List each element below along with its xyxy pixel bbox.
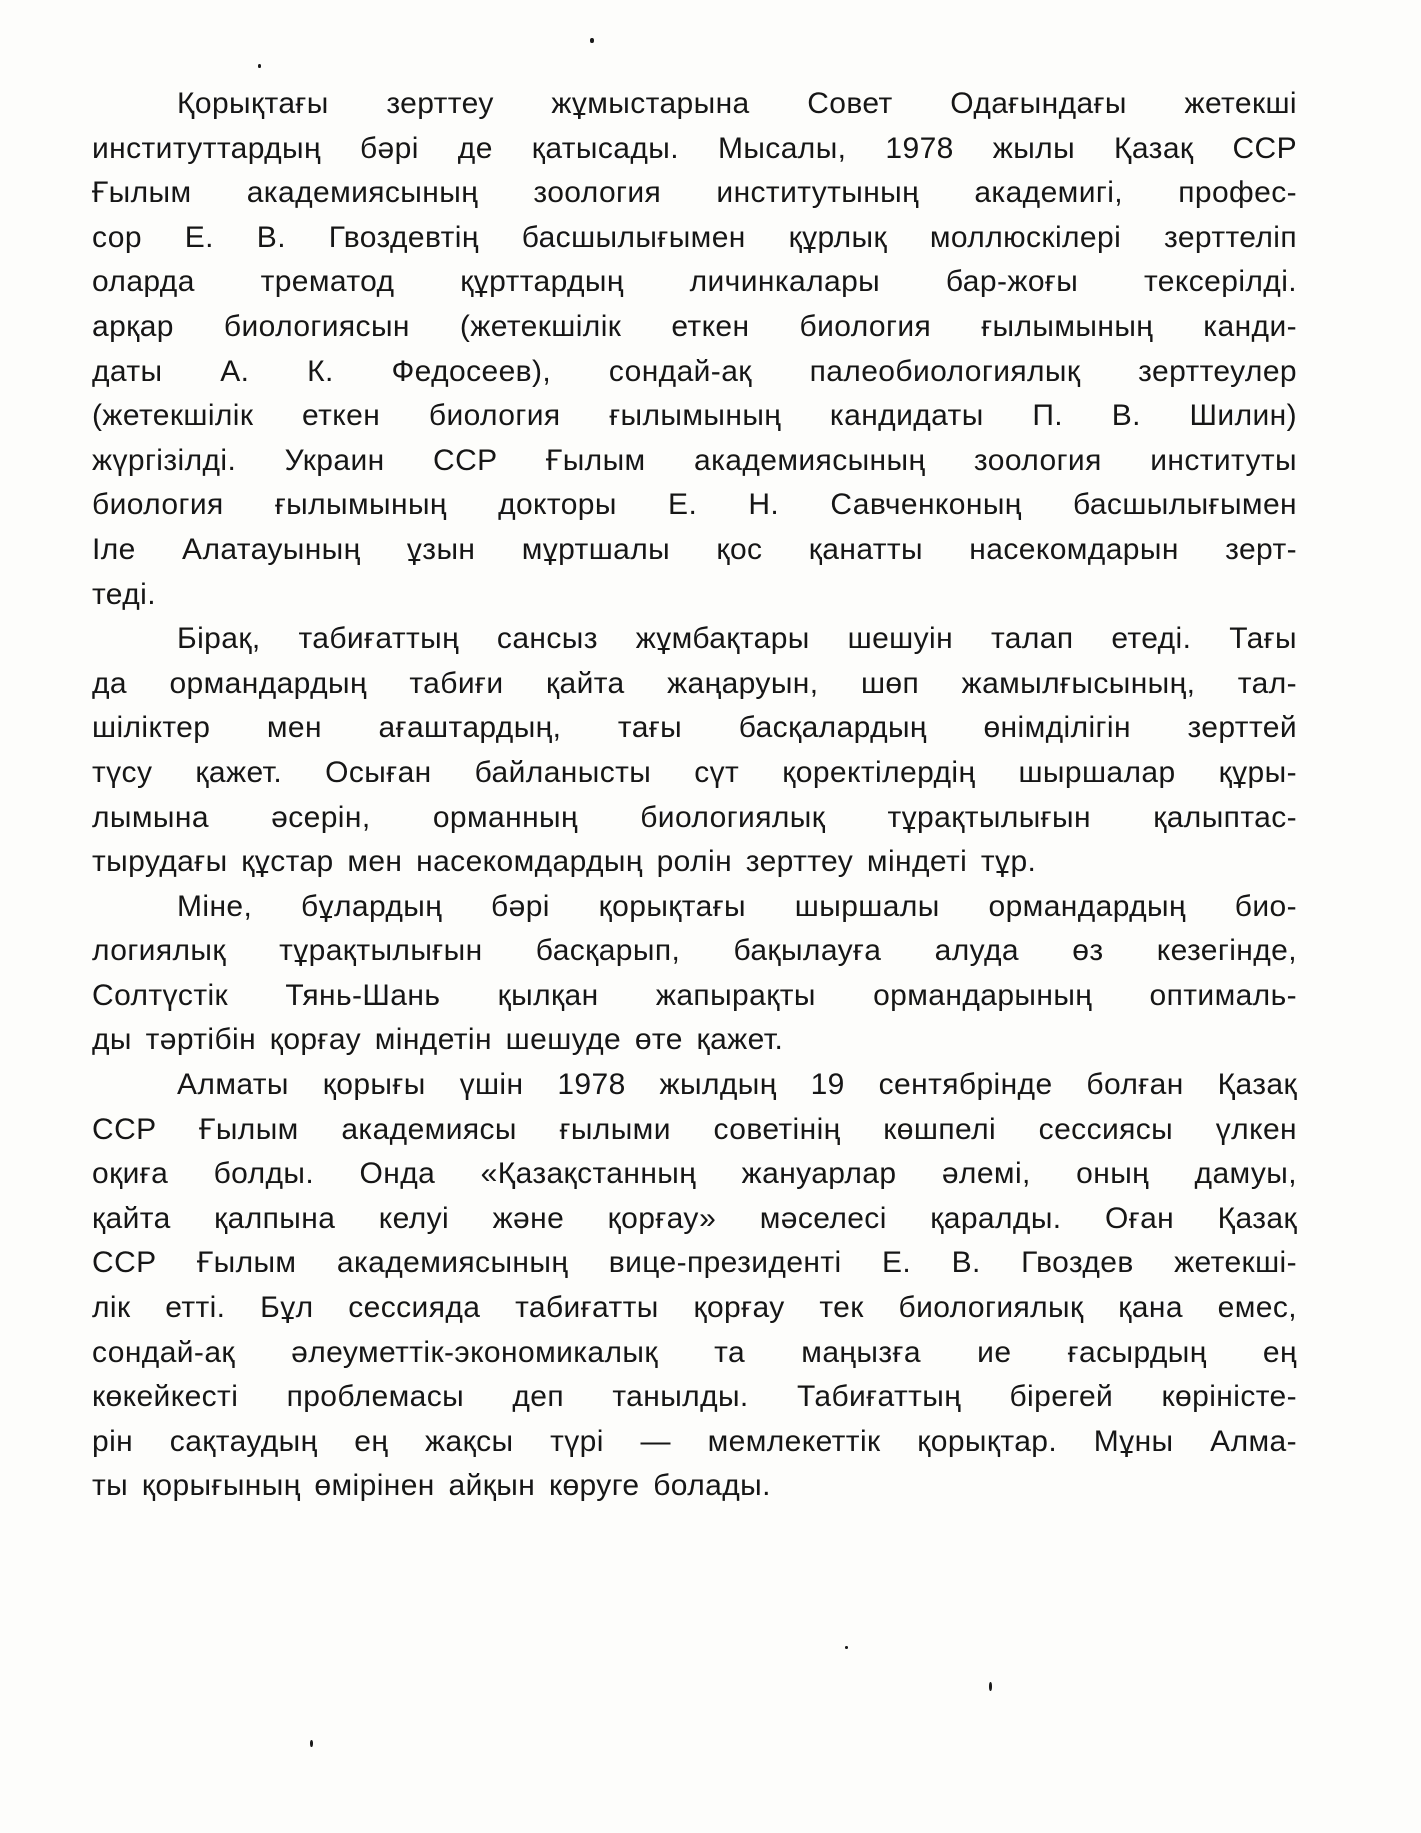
text-line: арқар биологиясын (жетекшілік еткен биология ғылымының канди-	[92, 309, 1297, 343]
text-line: шіліктер мен ағаштардың, тағы басқалардың өнімділігін зерттей	[92, 711, 1297, 745]
text-line: рін сақтаудың ең жақсы түрі — мемлекеттік қорықтар. Мұны Алма-	[92, 1424, 1297, 1458]
text-line: қайта қалпына келуі және қорғау» мәселесі қаралды. Оған Қазақ	[92, 1201, 1297, 1235]
scan-speck	[845, 1646, 848, 1649]
paragraph	[92, 82, 1297, 617]
text-line: ССР Ғылым академиясының вице-президенті Е. В. Гвоздев жетекші-	[92, 1246, 1297, 1280]
text-line: да ормандардың табиғи қайта жаңаруын, шөп жамылғысының, тал-	[92, 666, 1297, 700]
text-line: Іле Алатауының ұзын мұртшалы қос қанатты насекомдарын зерт-	[92, 532, 1297, 566]
text-line: түсу қажет. Осыған байланысты сүт қоректілердің шыршалар құры-	[92, 755, 1297, 789]
scan-speck	[590, 38, 594, 43]
text-line: көкейкесті проблемасы деп танылды. Табиғаттың бірегей көріністе-	[92, 1380, 1297, 1414]
text-line: логиялық тұрақтылығын басқарып, бақылауға алуда өз кезегінде,	[92, 934, 1297, 968]
text-line: Бірақ, табиғаттың сансыз жұмбақтары шешуін талап етеді. Тағы	[177, 622, 1297, 656]
text-line: лік етті. Бұл сессияда табиғатты қорғау тек биологиялық қана емес,	[92, 1291, 1297, 1325]
text-line: даты А. К. Федосеев), сондай-ақ палеобиологиялық зерттеулер	[92, 354, 1297, 388]
text-line: оқиға болды. Онда «Қазақстанның жануарлар әлемі, оның дамуы,	[92, 1157, 1297, 1191]
text-line: (жетекшілік еткен биология ғылымының кандидаты П. В. Шилин)	[92, 399, 1297, 433]
text-line: биология ғылымының докторы Е. Н. Савченконың басшылығымен	[92, 488, 1297, 522]
text-line: лымына әсерін, орманның биологиялық тұрақтылығын қалыптас-	[92, 800, 1297, 834]
text-line: Міне, бұлардың бәрі қорықтағы шыршалы ормандардың био-	[177, 889, 1297, 923]
text-line: Ғылым академиясының зоология институтының академигі, профес-	[92, 176, 1297, 210]
paragraph	[92, 885, 1297, 1063]
text-line: Солтүстік Тянь-Шань қылқан жапырақты ормандарының оптималь-	[92, 978, 1297, 1012]
text-line: оларда трематод құрттардың личинкалары бар-жоғы тексерілді.	[92, 265, 1297, 299]
scan-speck	[310, 1740, 313, 1747]
text-line: жүргізілді. Украин ССР Ғылым академиясының зоология институты	[92, 443, 1297, 477]
paragraph	[92, 1063, 1297, 1509]
text-line: тырудағы құстар мен насекомдардың ролін зерттеу міндеті тұр.	[92, 845, 1037, 879]
text-line: Алматы қорығы үшін 1978 жылдың 19 сентябрінде болған Қазақ	[177, 1068, 1297, 1102]
paragraph	[92, 617, 1297, 885]
body-text	[92, 82, 1297, 1509]
text-line: институттардың бәрі де қатысады. Мысалы, 1978 жылы Қазақ ССР	[92, 131, 1297, 165]
text-line: сор Е. В. Гвоздевтің басшылығымен құрлық моллюскілері зерттеліп	[92, 220, 1297, 254]
text-line: теді.	[92, 577, 156, 611]
text-line: сондай-ақ әлеуметтік-экономикалық та маңызға ие ғасырдың ең	[92, 1335, 1297, 1369]
scan-speck	[258, 64, 261, 68]
text-line: ды тәртібін қорғау міндетін шешуде өте қажет.	[92, 1023, 784, 1057]
text-line: ССР Ғылым академиясы ғылыми советінің көшпелі сессиясы үлкен	[92, 1112, 1297, 1146]
text-line: ты қорығының өмірінен айқын көруге болады.	[92, 1469, 771, 1503]
text-line: Қорықтағы зерттеу жұмыстарына Совет Одағындағы жетекші	[177, 87, 1297, 120]
scan-speck	[989, 1682, 992, 1691]
